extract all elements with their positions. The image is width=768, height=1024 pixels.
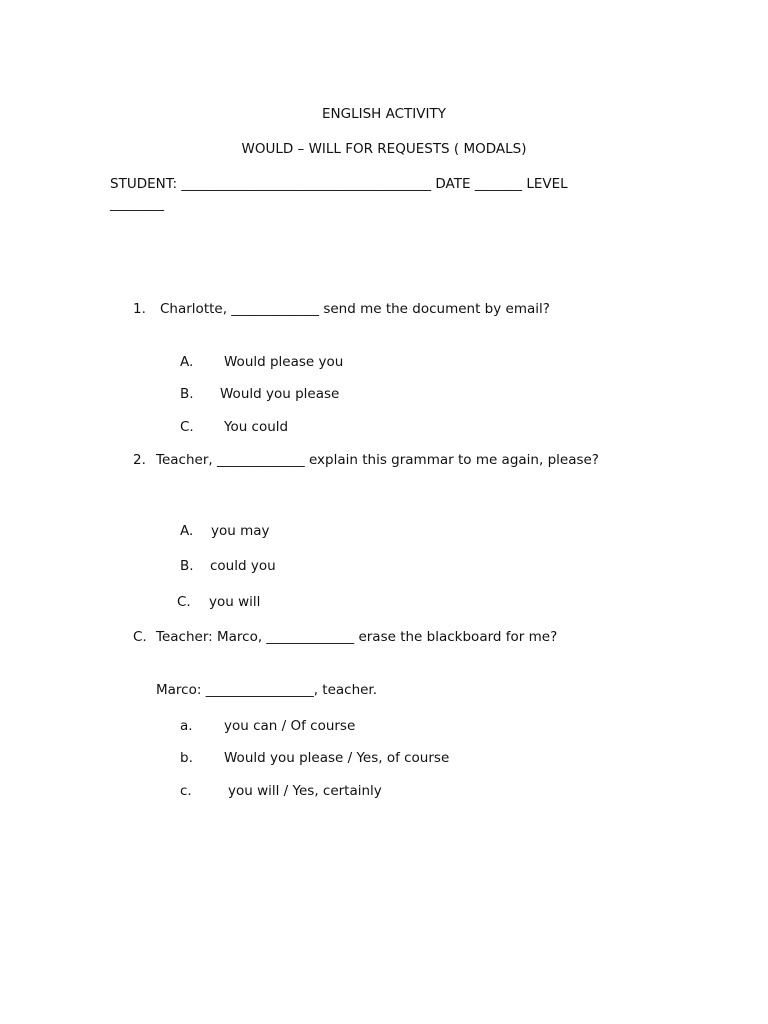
question-3-reply-line: Marco: ________________, teacher. xyxy=(156,682,378,698)
question-1-option-c-marker: C. xyxy=(180,419,194,435)
question-2-number: 2. xyxy=(133,452,146,468)
question-1-number: 1. xyxy=(133,301,146,317)
question-3-option-b-marker: b. xyxy=(180,750,193,766)
question-3-text: Teacher: Marco, _____________ erase the blackboard for me? xyxy=(156,629,558,645)
question-3-number: C. xyxy=(133,629,147,645)
question-3-option-c-text: you will / Yes, certainly xyxy=(228,783,382,799)
question-2-option-a-marker: A. xyxy=(180,523,194,539)
question-1-option-c-text: You could xyxy=(224,419,289,435)
question-2-text: Teacher, _____________ explain this grammar to me again, please? xyxy=(156,452,599,468)
question-3-option-a-marker: a. xyxy=(180,718,193,734)
document-title: ENGLISH ACTIVITY xyxy=(322,106,446,122)
question-1-option-a-marker: A. xyxy=(180,354,194,370)
question-2-option-b-text: could you xyxy=(210,558,276,574)
question-1-option-a-text: Would please you xyxy=(224,354,344,370)
student-info-line: STUDENT: _____________________________________ DATE _______ LEVEL xyxy=(110,176,568,192)
question-2-option-b-marker: B. xyxy=(180,558,194,574)
question-1-option-b-marker: B. xyxy=(180,386,194,402)
question-3-option-a-text: you can / Of course xyxy=(224,718,356,734)
document-subtitle: WOULD – WILL FOR REQUESTS ( MODALS) xyxy=(241,141,527,157)
question-2-option-c-marker: C. xyxy=(177,594,191,610)
question-1-text: Charlotte, _____________ send me the document by email? xyxy=(160,301,550,317)
question-3-option-b-text: Would you please / Yes, of course xyxy=(224,750,450,766)
question-1-option-b-text: Would you please xyxy=(220,386,340,402)
question-2-option-c-text: you will xyxy=(209,594,261,610)
question-3-option-c-marker: c. xyxy=(180,783,192,799)
student-info-line-continued: ________ xyxy=(110,196,164,212)
question-2-option-a-text: you may xyxy=(211,523,270,539)
